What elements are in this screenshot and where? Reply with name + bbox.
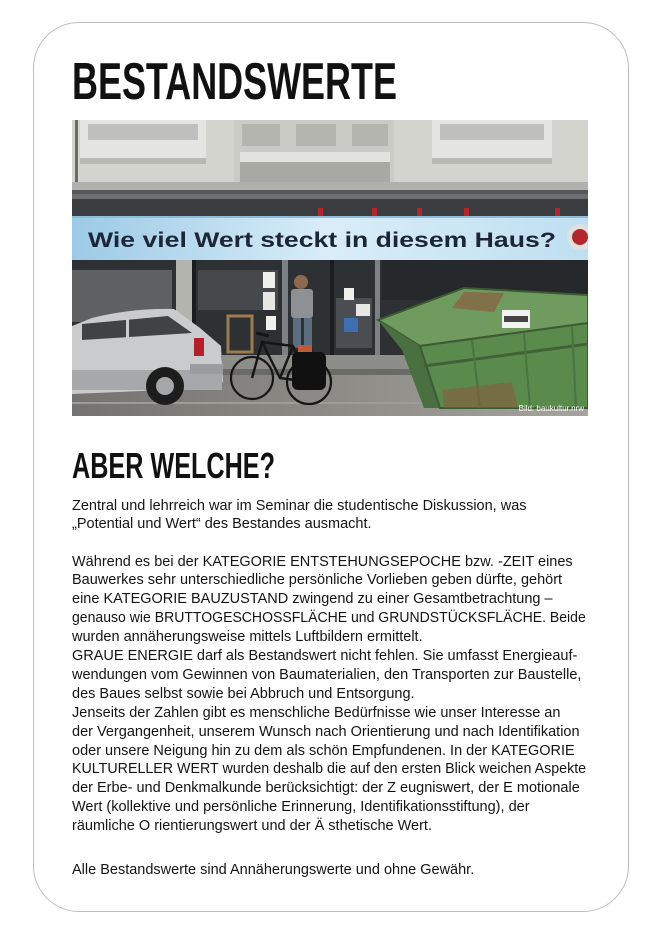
body-line: eine KATEGORIE BAUZUSTAND zwingend zu einer Gesamtbetrachtung – — [72, 591, 553, 608]
disclaimer-paragraph — [72, 861, 474, 880]
upper-window-left-glass — [88, 124, 198, 140]
poster — [344, 288, 354, 300]
body-line: der Vergangenheit, unserem Wunsch nach Orientierung und nach Identifikation — [72, 723, 580, 740]
body-line: „Potential und Wert“ des Bestandes ausmacht. — [72, 516, 372, 533]
cornice-edge — [72, 190, 588, 194]
body-line: Jenseits der Zahlen gibt es menschliche Bedürfnisse wie unser Interesse an — [72, 704, 561, 721]
body-line: der Erbe- und Denkmalkunde berücksichtigt: der Z eugniswert, der E motionale — [72, 780, 580, 797]
ornament-panel — [296, 124, 336, 146]
cornice — [72, 182, 588, 190]
red-flag — [417, 208, 422, 216]
storefront-photo — [72, 120, 588, 416]
body-line: KULTURELLER WERT wurden deshalb die auf den ersten Blick weichen Aspekte — [72, 761, 587, 778]
body-line: genauso wie BRUTTOGESCHOSSFLÄCHE und GRUNDSTÜCKSFLÄCHE. Beide — [72, 610, 586, 627]
dumpster-label-mark — [504, 316, 528, 322]
body-line: räumliche O rientierungswert und der Ä sthetische Wert. — [72, 818, 432, 835]
banner-text: Wie viel Wert steckt in diesem Haus? — [88, 229, 556, 252]
soffit-light — [72, 194, 588, 199]
person-torso — [291, 289, 313, 318]
car-hub — [156, 377, 174, 395]
body-line: des Baues selbst sowie bei Abbruch und Entsorgung. — [72, 685, 415, 702]
body-line: Während es bei der KATEGORIE ENTSTEHUNGSEPOCHE bzw. -ZEIT eines — [72, 553, 573, 570]
window-sill-left — [80, 158, 206, 164]
car-pillar — [126, 318, 129, 340]
storefront-photo-graphic — [72, 120, 588, 416]
banner-logo-mark — [572, 229, 588, 245]
car-taillight — [194, 338, 204, 356]
section-heading: ABER WELCHE? — [72, 445, 275, 486]
page-title: BESTANDSWERTE — [72, 53, 397, 111]
ornament-panel — [352, 124, 388, 146]
photo-credit: Bild: baukultur.nrw — [518, 404, 584, 413]
intro-paragraph — [72, 497, 527, 535]
car-bumper — [190, 364, 223, 374]
building-facade — [72, 120, 588, 218]
banner-top-edge — [72, 216, 588, 218]
categories-paragraph — [72, 553, 603, 837]
upper-window-right-glass — [440, 124, 544, 140]
person-leg — [304, 318, 312, 348]
blue-sign — [344, 318, 358, 332]
window-sill-right — [432, 158, 552, 164]
bay-shadow — [240, 162, 390, 182]
poster — [356, 304, 370, 316]
person-leg — [293, 318, 301, 348]
poster — [266, 316, 276, 330]
red-flag — [555, 208, 560, 216]
ornament-panel — [242, 124, 280, 146]
red-flag — [464, 208, 469, 216]
bike-bag — [292, 352, 326, 390]
red-flag — [318, 208, 323, 216]
body-line: Wert (kollektive und persönliche Erinnerung, Identifikationsstiftung), der — [72, 799, 530, 816]
body-line: Bauwerkes sehr unterschiedliche persönliche Vorlieben geben dürfte, gehört — [72, 572, 563, 589]
person-head — [294, 275, 308, 289]
body-line: oder unsere Neigung hin zu dem als schön Empfundenen. In der KATEGORIE — [72, 742, 575, 759]
body-line: Zentral und lehrreich war im Seminar die studentische Diskussion, was — [72, 497, 527, 514]
shop-banner — [72, 216, 588, 260]
red-flag — [372, 208, 377, 216]
body-line: Alle Bestandswerte sind Annäherungswerte und ohne Gewähr. — [72, 861, 475, 878]
body-line: wurden annäherungsweise mittels Luftbildern ermittelt. — [72, 629, 423, 646]
poster — [263, 272, 275, 288]
bike-bag-item — [298, 345, 312, 352]
bay-ledge — [240, 152, 390, 162]
body-line: wendungen vom Gewinnen von Baumaterialien, den Transporten zur Baustelle, — [72, 666, 582, 683]
poster — [263, 292, 275, 310]
body-line: GRAUE ENERGIE darf als Bestandswert nicht fehlen. Sie umfasst Energieauf- — [72, 648, 578, 665]
